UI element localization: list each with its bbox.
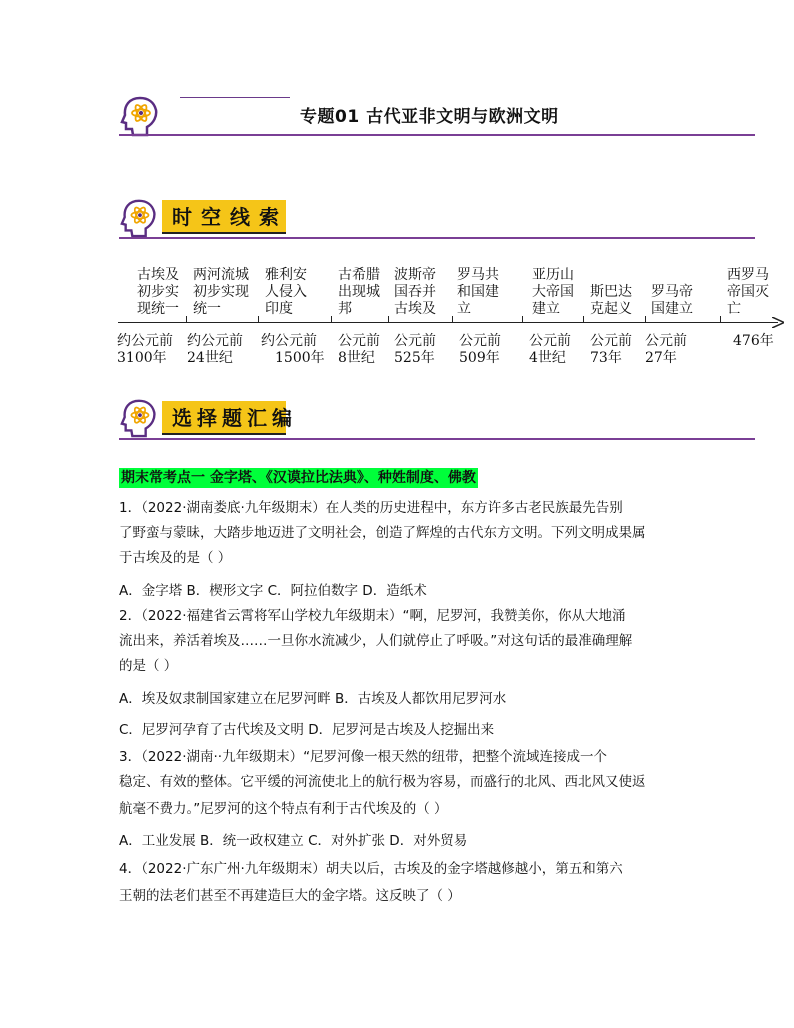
timeline-tick [522,316,523,322]
timeline-date: 公元前 525年 [394,333,436,366]
timeline-date: 24世纪 [187,350,233,366]
timeline-tick [645,316,646,322]
answer-options: A．埃及奴隶制国家建立在尼罗河畔 B．古埃及人都饮用尼罗河水 [119,691,507,707]
header-divider [119,134,755,136]
timeline-date: 公元前 73年 [590,333,632,366]
question-text: 于古埃及的是（ ） [119,550,232,566]
head-atom-icon [119,398,159,438]
timeline-date: 约公元前 3100年 [117,333,173,366]
head-atom-icon [119,198,159,238]
timeline-date: 约公元前 [187,333,243,349]
timeline-date: 约公元前 1500年 [261,333,325,366]
timeline-event: 两河流城 初步实现 统一 [193,267,249,317]
timeline-axis [118,322,778,323]
timeline-date: 公元前 8世纪 [338,333,380,366]
topic-highlight: 期末常考点一 金字塔、《汉谟拉比法典》、种姓制度、佛教 [121,470,476,486]
section-divider-timeline [119,237,755,239]
timeline-event: 亚历山 大帝国 建立 [532,267,574,317]
arrow-right-icon [772,317,784,328]
timeline-tick [331,316,332,322]
section-label-timeline: 时空线索 [162,200,286,234]
section-divider-choice [119,438,755,440]
timeline-event: 罗马帝 国建立 [651,284,693,317]
timeline-event: 古埃及 初步实 现统一 [137,267,179,317]
question-text: 3．（2022·湖南··九年级期末）“尼罗河像一根天然的纽带，把整个流域连接成一个 [119,749,608,765]
timeline-event: 波斯帝 国吞并 古埃及 [394,267,436,317]
question-text: 2．（2022·福建省云霄将军山学校九年级期末）“啊，尼罗河，我赞美你，你从大地涌 [119,608,626,624]
timeline-event: 古希腊 出现城 邦 [338,267,380,317]
timeline-tick [258,316,259,322]
timeline-date: 公元前 509年 [459,333,501,366]
question-text: 1．（2022·湖南娄底·九年级期末）在人类的历史进程中，东方许多古老民族最先告别 [119,500,623,516]
timeline-tick [583,316,584,322]
timeline-tick [452,316,453,322]
timeline-date: 公元前 27年 [645,333,687,366]
timeline-tick [388,316,389,322]
timeline-date: 476年 [733,333,774,349]
timeline-tick [186,316,187,322]
head-atom-icon [119,95,161,137]
section-label-choice: 选择题汇编 [162,401,286,435]
page-title: 专题01 古代亚非文明与欧洲文明 [300,107,559,127]
timeline-event: 罗马共 和国建 立 [457,267,499,317]
timeline-date: 公元前 4世纪 [529,333,571,366]
answer-options: A．金字塔 B．楔形文字 C．阿拉伯数字 D．造纸术 [119,583,427,599]
question-text: 航毫不费力。”尼罗河的这个特点有利于古代埃及的（ ） [119,801,448,817]
answer-options: C．尼罗河孕育了古代埃及文明 D．尼罗河是古埃及人挖掘出来 [119,722,495,738]
timeline-event: 西罗马 帝国灭 亡 [727,267,769,317]
question-text: 王朝的法老们甚至不再建造巨大的金字塔。这反映了（ ） [119,888,461,904]
question-text: 稳定、有效的整体。它平缓的河流使北上的航行极为容易，而盛行的北风、西北风又使返 [119,774,646,790]
question-text: 的是（ ） [119,658,178,674]
timeline-event: 斯巴达 克起义 [590,284,632,317]
header-top-line [180,97,290,98]
answer-options: A．工业发展 B．统一政权建立 C．对外扩张 D．对外贸易 [119,833,468,849]
question-text: 了野蛮与蒙昧，大踏步地迈进了文明社会，创造了辉煌的古代东方文明。下列文明成果属 [119,525,646,541]
question-text: 4．（2022·广东广州·九年级期末）胡夫以后，古埃及的金字塔越修越小，第五和第六 [119,861,623,877]
question-text: 流出来，养活着埃及……一旦你水流减少，人们就停止了呼吸。”对这句话的最准确理解 [119,633,633,649]
timeline-tick [720,316,721,322]
timeline-event: 雅利安 人侵入 印度 [265,267,307,317]
